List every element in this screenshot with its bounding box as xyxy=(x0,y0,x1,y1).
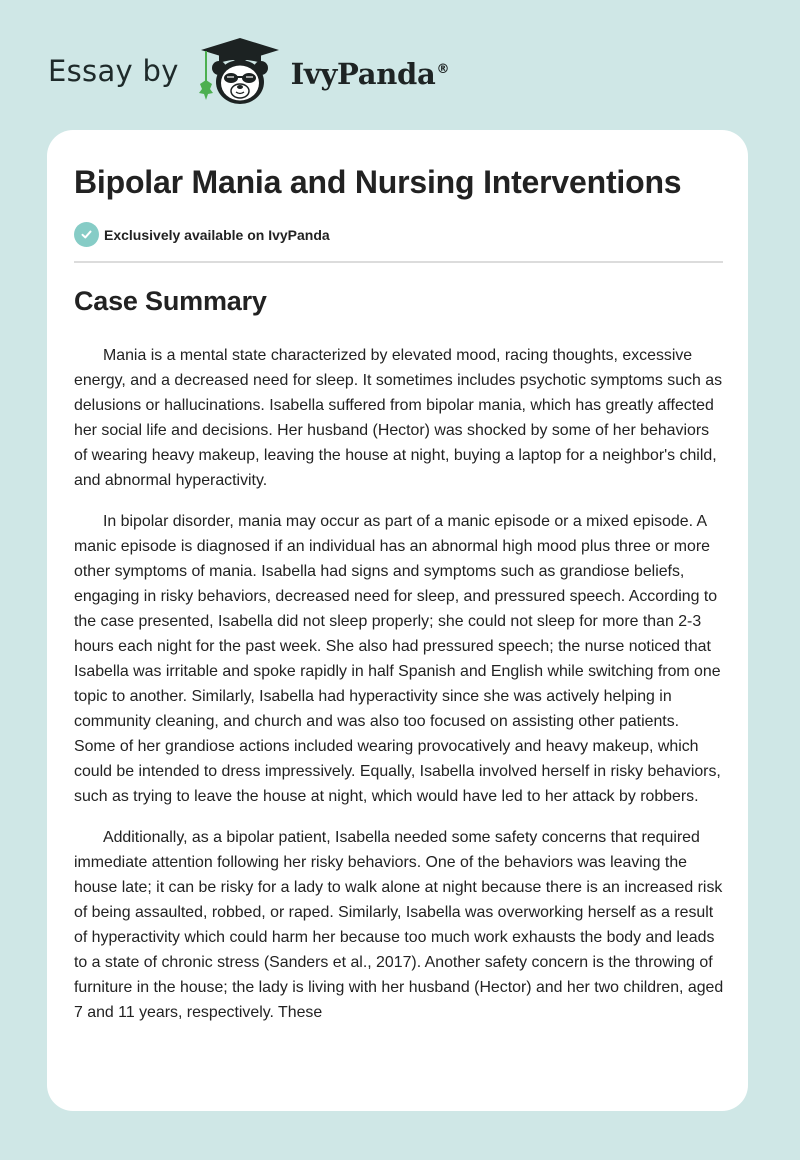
title-divider xyxy=(74,261,723,263)
exclusive-badge xyxy=(74,222,330,247)
ivypanda-brand-name xyxy=(291,57,450,91)
registered-mark: ® xyxy=(436,62,450,78)
brand-name-text: IvyPanda xyxy=(290,57,436,91)
paragraph: Mania is a mental state characterized by elevated mood, racing thoughts, excessive energy, and a decreased need for sleep. It sometimes includes psychotic symptoms such as delusions or hallucinations. Isabella suffered from bipolar mania, which has greatly affected her social life and decisions. Her husband (Hector) was shocked by some of her behaviors of wearing heavy makeup, leaving the house at night, buying a laptop for a neighbor's child, and abnormal hyperactivity. xyxy=(74,347,723,489)
essay-by-label: Essay by xyxy=(48,54,179,88)
essay-card xyxy=(47,130,748,1111)
paragraph: Additionally, as a bipolar patient, Isabella needed some safety concerns that required immediate attention following her risky behaviors. One of the behaviors was leaving the house late; it can be risky for a lady to walk alone at night because there is an increased risk of being assaulted, robbed, or raped. Similarly, Isabella was overworking herself as a result of hyperactivity which could harm her because too much work exhausts the body and leads to a state of chronic stress (Sanders et al., 2017). Another safety concern is the throwing of furniture in the house; the lady is living with her husband (Hector) and her two children, aged 7 and 11 years, respectively. These xyxy=(74,829,724,1021)
panda-logo-icon xyxy=(197,36,283,108)
essay-body xyxy=(74,343,724,1041)
essay-title: Bipolar Mania and Nursing Interventions xyxy=(74,164,682,200)
site-header-brand[interactable] xyxy=(48,36,449,108)
check-circle-icon xyxy=(74,222,99,247)
exclusive-badge-text: Exclusively available on IvyPanda xyxy=(104,226,330,243)
section-heading-case-summary: Case Summary xyxy=(74,286,267,316)
paragraph: In bipolar disorder, mania may occur as part of a manic episode or a mixed episode. A manic episode is diagnosed if an individual has an abnormal high mood plus three or more other symptoms of mania. Isabella had signs and symptoms such as grandiose beliefs, engaging in risky behaviors, decreased need for sleep, and pressured speech. According to the case presented, Isabella did not sleep properly; she could not sleep for more than 2-3 hours each night for the past week. She also had pressured speech; the nurse noticed that Isabella was irritable and spoke rapidly in half Spanish and English while switching from one topic to another. Similarly, Isabella had hyperactivity since she was actively helping in community cleaning, and church and was also too focused on assisting other patients. Some of her grandiose actions included wearing provocatively and heavy makeup, which could be intended to dress impressively. Equally, Isabella involved herself in risky behaviors, such as trying to leave the house at night, which would have led to her attack by robbers. xyxy=(74,513,721,805)
